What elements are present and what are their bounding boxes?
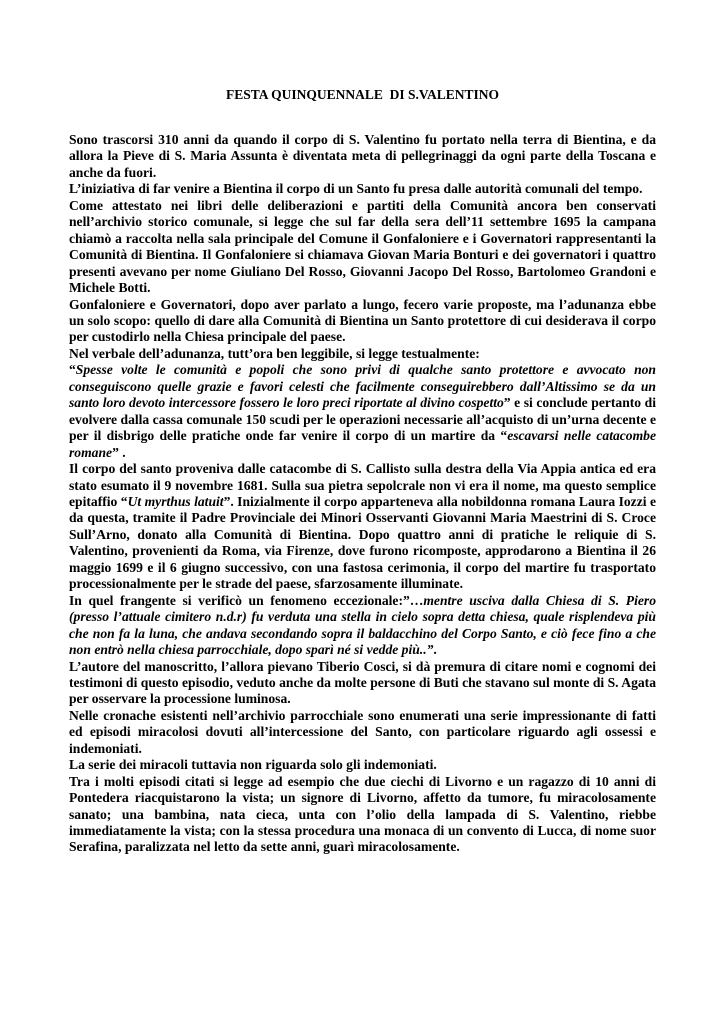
paragraph	[69, 593, 656, 659]
italic-quote: mentre usciva dalla Chiesa di S. Piero (presso l’attuale cimitero n.d.r) fu verduta una stella in cielo sopra detta chiesa, quale risplendeva più che non fa la luna, che andava secondando sopra il baldacchino del Corpo Santo, e ciò fece fino a che non entrò nella chiesa parrocchiale, dopo sparì né si vedde più..”	[69, 592, 656, 658]
paragraph	[69, 461, 656, 593]
document-page	[69, 86, 656, 856]
italic-quote: Ut myrthus latuit	[127, 493, 224, 509]
text-segment: Sono trascorsi 310 anni da quando il corpo di S. Valentino fu portato nella terra di Bientina, e da allora la Pieve di S. Maria Assunta è diventata meta di pellegrinaggi da ogni parte della Toscana e anche da fuori.	[69, 132, 656, 180]
text-segment: Il corpo del santo proveniva dalle catacombe di S. Callisto sulla destra della Via Appia antica ed era stato esumato il 9 novembre 1681. Sulla sua pietra sepolcrale non vi era il nome, ma questo semplice epitaffio “	[69, 461, 656, 509]
text-segment: La serie dei miracoli tuttavia non riguarda solo gli indemoniati.	[69, 757, 437, 773]
text-segment: In quel frangente si verificò un fenomeno eccezionale:”…	[69, 592, 424, 608]
paragraph	[69, 708, 656, 757]
paragraph	[69, 757, 656, 773]
italic-quote: escavarsi nelle catacombe romane	[69, 428, 656, 460]
document-title: FESTA QUINQUENNALE DI S.VALENTINO	[226, 87, 499, 102]
paragraph	[69, 198, 656, 297]
text-segment: L’iniziativa di far venire a Bientina il corpo di un Santo fu presa dalle autorità comunali del tempo.	[69, 181, 643, 197]
text-segment: ” e si conclude pertanto di evolvere dalla cassa comunale 150 scudi per le operazioni necessarie all’acquisto di un’urna decente e per il disbrigo delle pratiche onde far venire il corpo di un martire da “	[69, 395, 656, 444]
paragraph	[69, 181, 656, 197]
text-segment: ”. Inizialmente il corpo apparteneva alla nobildonna romana Laura Iozzi e da questa, tramite il Padre Provinciale dei Minori Osservanti Giovanni Maria Maestrini di S. Croce Sull’Arno, donato alla Comunità di Bientina. Dopo quattro anni di pratiche le reliquie di S. Valentino, provenienti da Roma, via Firenze, dove furono ricomposte, approdarono a Bientina il 26 maggio 1699 e il 6 giugno successivo, con una fastosa cerimonia, il corpo del martire fu trasportato processionalmente per le strade del paese, sfarzosamente illuminate.	[69, 493, 656, 592]
text-segment: .	[433, 642, 437, 658]
paragraph	[69, 132, 656, 181]
text-segment: Tra i molti episodi citati si legge ad esempio che due ciechi di Livorno e un ragazzo di 10 anni di Pontedera riacquistarono la vista; un signore di Livorno, affetto da tumore, fu miracolosamente sanato; una bambina, nata cieca, unta con l’olio della lampada di S. Valentino, riebbe immediatamente la vista; con la stessa procedura una monaca di un convento di Lucca, di nome suor Serafina, paralizzata nel letto da sette anni, guarì miracolosamente.	[69, 773, 656, 855]
document-body	[69, 132, 656, 856]
paragraph	[69, 346, 656, 362]
paragraph	[69, 659, 656, 708]
text-segment: ” .	[112, 444, 126, 460]
text-segment: Nelle cronache esistenti nell’archivio parrocchiale sono enumerati una serie impressionante di fatti ed episodi miracolosi dovuti all’intercessione del Santo, con particolare riguardo agli ossessi e indemoniati.	[69, 707, 656, 756]
text-segment: Gonfaloniere e Governatori, dopo aver parlato a lungo, fecero varie proposte, ma l’adunanza ebbe un solo scopo: quello di dare alla Comunità di Bientina un Santo protettore di cui desiderava il corpo per custodirlo nella Chiesa principale del paese.	[69, 296, 656, 345]
italic-quote: Spesse volte le comunità e popoli che sono privi di qualche santo protettore e avvocato non conseguiscono quelle grazie e favori celesti che facilmente conseguirebbero dall’Altissimo se da un santo loro devoto intercessore fossero le loro preci riportate al divino cospetto	[69, 362, 656, 411]
paragraph	[69, 297, 656, 346]
paragraph	[69, 774, 656, 856]
text-segment: “	[69, 362, 76, 378]
text-segment: L’autore del manoscritto, l’allora pievano Tiberio Cosci, si dà premura di citare nomi e cognomi dei testimoni di questo episodio, veduto anche da molte persone di Buti che stavano sul monte di S. Agata per osservare la processione luminosa.	[69, 658, 656, 707]
text-segment: Nel verbale dell’adunanza, tutt’ora ben leggibile, si legge testualmente:	[69, 345, 480, 361]
text-segment: Come attestato nei libri delle deliberazioni e partiti della Comunità ancora ben conservati nell’archivio storico comunale, si legge che sul far della sera dell’11 settembre 1695 la campana chiamò a raccolta nella sala principale del Comune il Gonfaloniere e i Governatori rappresentanti la Comunità di Bientina. Il Gonfaloniere si chiamava Giovan Maria Bonturi e dei governatori i quattro presenti avevano per nome Giuliano Del Rosso, Giovanni Jacopo Del Rosso, Bartolomeo Grandoni e Michele Botti.	[69, 197, 656, 296]
paragraph	[69, 362, 656, 461]
